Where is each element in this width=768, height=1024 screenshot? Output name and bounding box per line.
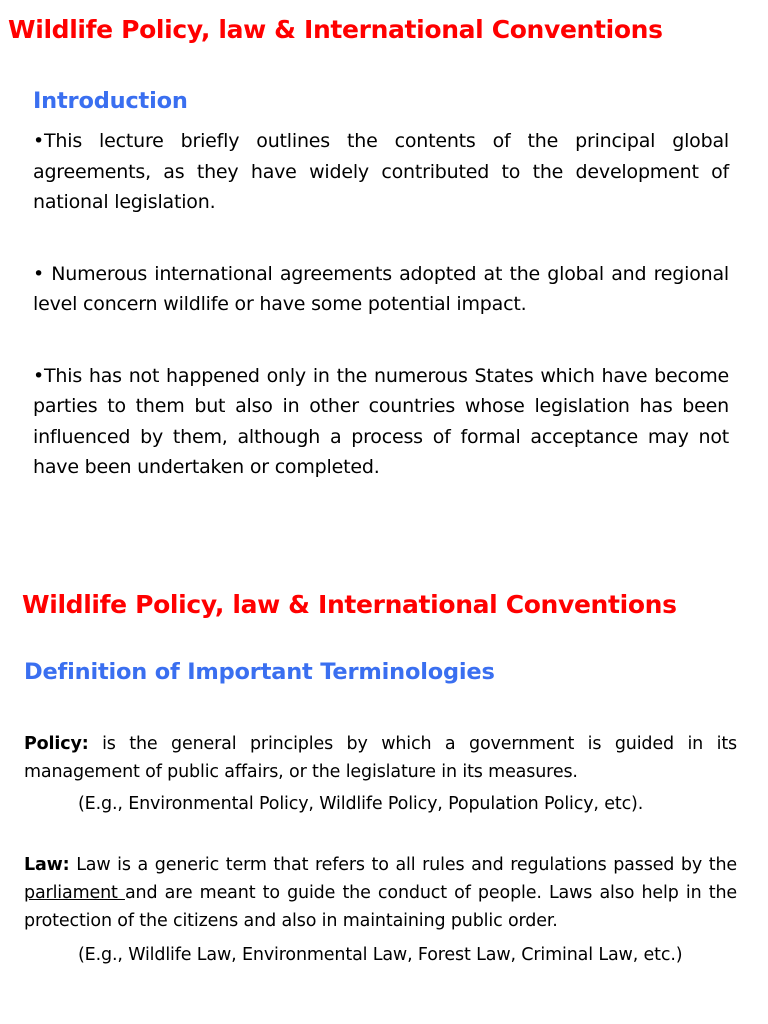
slide-definitions bbox=[0, 580, 768, 1024]
law-term: Law: bbox=[24, 855, 70, 875]
definition-list bbox=[24, 730, 737, 969]
policy-term: Policy: bbox=[24, 734, 89, 754]
bullet-item: •This lecture briefly outlines the contents of the principal global agreements, as they have widely contributed to the development of national legislation. bbox=[33, 130, 729, 213]
policy-definition bbox=[24, 730, 737, 786]
law-definition bbox=[24, 851, 737, 935]
law-example: (E.g., Wildlife Law, Environmental Law, Forest Law, Criminal Law, etc.) bbox=[78, 945, 683, 965]
parliament-link[interactable]: parliament bbox=[24, 883, 125, 903]
law-text-after: and are meant to guide the conduct of people. Laws also help in the protection of the citizens and also in maintaining public order. bbox=[24, 883, 738, 931]
definitions-heading: Definition of Important Terminologies bbox=[24, 659, 495, 685]
slide-title: Wildlife Policy, law & International Conventions bbox=[22, 590, 677, 619]
bullet-item: •This has not happened only in the numerous States which have become parties to them but also in other countries whose legislation has been influenced by them, although a process of formal acceptance may not have been undertaken or completed. bbox=[33, 364, 729, 478]
policy-text: is the general principles by which a government is guided in its management of public affairs, or the legislature in its measures. bbox=[24, 734, 737, 782]
law-text-before: Law is a generic term that refers to all rules and regulations passed by the bbox=[69, 855, 737, 875]
bullet-item: • Numerous international agreements adopted at the global and regional level concern wildlife or have some potential impact. bbox=[33, 262, 729, 315]
policy-example: (E.g., Environmental Policy, Wildlife Policy, Population Policy, etc). bbox=[78, 794, 644, 814]
bullet-list bbox=[33, 126, 729, 483]
introduction-heading: Introduction bbox=[33, 88, 188, 114]
slide-title: Wildlife Policy, law & International Conventions bbox=[8, 15, 663, 44]
